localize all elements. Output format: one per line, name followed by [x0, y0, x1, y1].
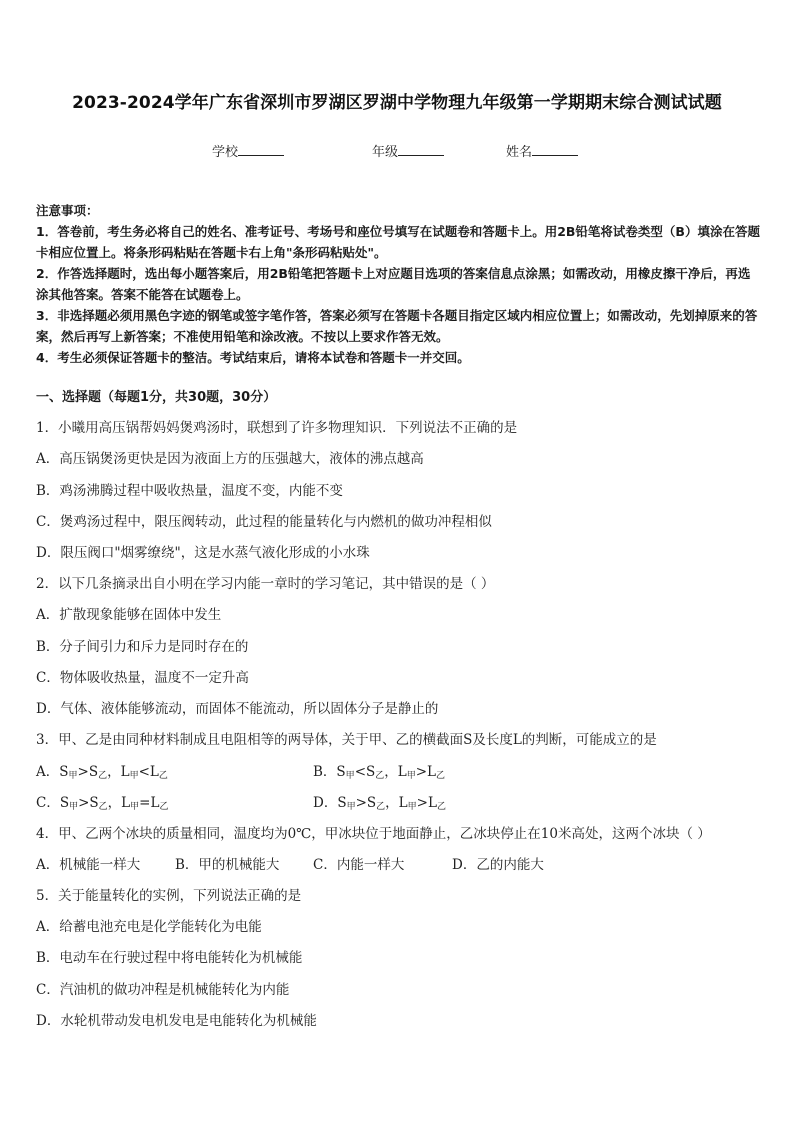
question-1-option-b: B．鸡汤沸腾过程中吸收热量，温度不变，内能不变 — [36, 483, 343, 499]
question-2-option-b: B．分子间引力和斥力是同时存在的 — [36, 639, 249, 655]
notice-heading: 注意事项： — [36, 203, 99, 218]
question-5-option-a: A．给蓄电池充电是化学能转化为电能 — [36, 919, 262, 935]
name-label: 姓名 — [506, 145, 533, 160]
question-2-option-c: C．物体吸收热量，温度不一定升高 — [36, 670, 249, 686]
notice-item-4: 4．考生必须保证答题卡的整洁。考试结束后，请将本试卷和答题卡一并交回。 — [36, 350, 470, 365]
question-2-option-d: D．气体、液体能够流动，而固体不能流动，所以固体分子是静止的 — [36, 701, 439, 717]
question-2-option-a: A．扩散现象能够在固体中发生 — [36, 607, 222, 623]
name-field — [506, 141, 578, 160]
question-1-stem: 1．小曦用高压锅帮妈妈煲鸡汤时，联想到了许多物理知识．下列说法不正确的是 — [36, 420, 518, 436]
school-blank — [238, 143, 284, 156]
grade-label: 年级 — [372, 145, 399, 160]
section-heading: 一、选择题（每题1分，共30题，30分） — [36, 390, 277, 405]
question-4-stem: 4．甲、乙两个冰块的质量相同，温度均为0℃，甲冰块位于地面静止，乙冰块停止在10米高处，这两个冰块（ ） — [36, 826, 711, 842]
question-4-option-a: A．机械能一样大 — [36, 857, 141, 873]
name-blank — [532, 143, 578, 156]
question-2-stem: 2．以下几条摘录出自小明在学习内能一章时的学习笔记，其中错误的是（ ） — [36, 576, 495, 592]
question-3-stem: 3．甲、乙是由同种材料制成且电阻相等的两导体，关于甲、乙的横截面S及长度L的判断，可能成立的是 — [36, 732, 657, 748]
grade-blank — [398, 143, 444, 156]
question-4-option-d: D．乙的内能大 — [452, 857, 544, 873]
question-5-option-b: B．电动车在行驶过程中将电能转化为机械能 — [36, 950, 303, 966]
exam-title: 2023-2024学年广东省深圳市罗湖区罗湖中学物理九年级第一学期期末综合测试试题 — [72, 93, 722, 113]
question-4-option-c: C．内能一样大 — [313, 857, 405, 873]
question-3-option-d: D．$S_甲>S_乙$，$L_甲>L_乙$ — [313, 795, 446, 812]
question-1-option-d: D．限压阀口"烟雾缭绕"，这是水蒸气液化形成的小水珠 — [36, 545, 370, 561]
notice-item-1: 1．答卷前，考生务必将自己的姓名、准考证号、考场号和座位号填写在试题卷和答题卡上。用2B铅笔将试卷类型（B）填涂在答题卡相应位置上。将条形码粘贴在答题卡右上角"条形码粘贴处"。 — [36, 224, 760, 260]
notice-item-2: 2．作答选择题时，选出每小题答案后，用2B铅笔把答题卡上对应题目选项的答案信息点涂黑；如需改动，用橡皮擦干净后，再选涂其他答案。答案不能答在试题卷上。 — [36, 266, 751, 302]
question-1-option-a: A．高压锅煲汤更快是因为液面上方的压强越大，液体的沸点越高 — [36, 451, 424, 467]
question-5-option-d: D．水轮机带动发电机发电是电能转化为机械能 — [36, 1013, 317, 1029]
question-5-stem: 5．关于能量转化的实例，下列说法正确的是 — [36, 888, 302, 904]
question-3-option-c: C．$S_甲>S_乙$，$L_甲=L_乙$ — [36, 795, 169, 812]
school-label: 学校 — [212, 145, 239, 160]
question-3-option-a: A．$S_甲>S_乙$，$L_甲<L_乙$ — [36, 764, 168, 781]
school-field — [212, 141, 284, 160]
question-3-option-b: B．$S_甲<S_乙$，$L_甲>L_乙$ — [313, 764, 446, 781]
question-5-option-c: C．汽油机的做功冲程是机械能转化为内能 — [36, 982, 290, 998]
notice-item-3: 3．非选择题必须用黑色字迹的钢笔或签字笔作答，答案必须写在答题卡各题目指定区域内相应位置上；如需改动，先划掉原来的答案，然后再写上新答案；不准使用铅笔和涂改液。不按以上要求作答无效。 — [36, 308, 758, 344]
grade-field — [372, 141, 444, 160]
question-4-option-b: B．甲的机械能大 — [175, 857, 280, 873]
question-1-option-c: C．煲鸡汤过程中，限压阀转动，此过程的能量转化与内燃机的做功冲程相似 — [36, 514, 492, 530]
